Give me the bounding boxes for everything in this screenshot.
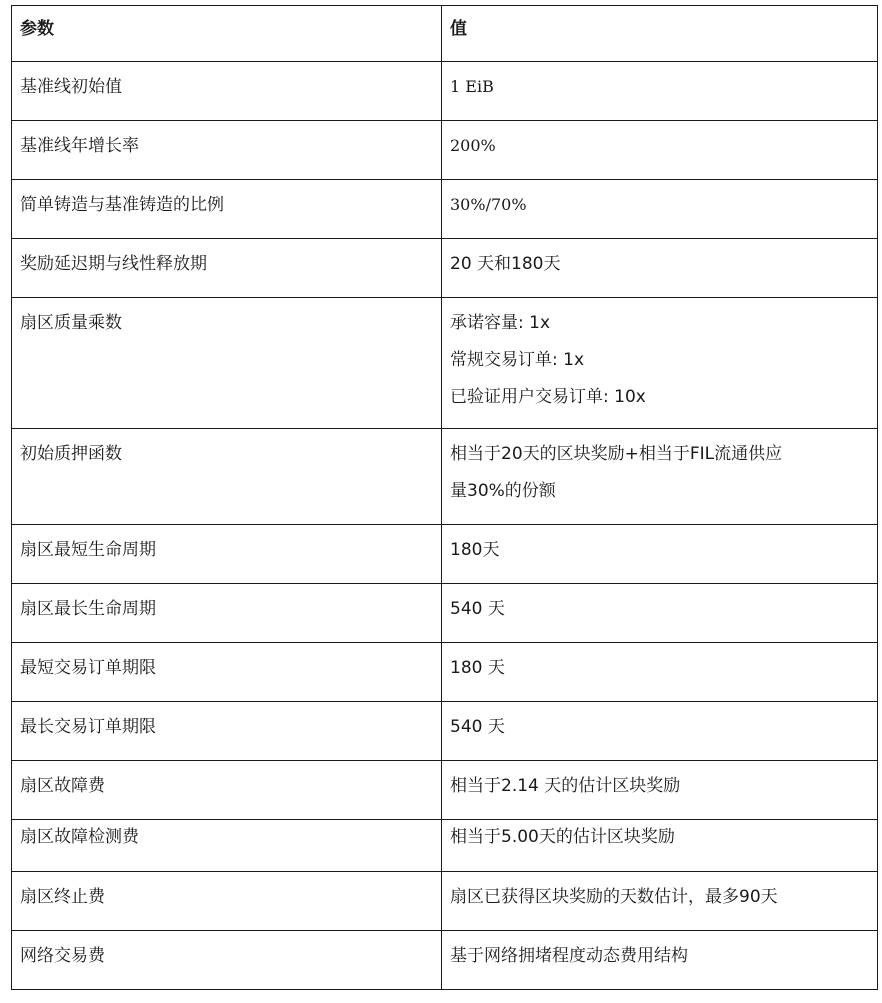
param-cell: 扇区终止费 [12,872,442,931]
param-cell: 网络交易费 [12,931,442,990]
table-row [12,239,878,298]
value-cell [442,643,878,702]
value-line: 相当于20天的区块奖励+相当于FIL流通供应 [450,444,783,464]
value-line: 承诺容量: 1x [450,313,551,333]
table-row [12,872,878,931]
param-cell: 奖励延迟期与线性释放期 [12,239,442,298]
param-cell: 最长交易订单期限 [12,702,442,761]
table-row [12,429,878,525]
value-cell [442,931,878,990]
value-line: 20 天和180天 [450,254,561,274]
value-cell [442,121,878,180]
table-row [12,525,878,584]
param-cell: 扇区故障检测费 [12,820,442,872]
param-cell: 基准线初始值 [12,62,442,121]
value-line: 扇区已获得区块奖励的天数估计，最多90天 [450,887,778,907]
header-param: 参数 [12,6,442,62]
value-line: 30%/70% [450,195,527,214]
table-row [12,643,878,702]
value-line: 相当于5.00天的估计区块奖励 [450,827,675,847]
value-line: 200% [450,136,496,155]
table-row [12,121,878,180]
value-cell [442,298,878,429]
value-line: 180 天 [450,658,505,678]
value-line: 常规交易订单: 1x [450,350,585,370]
param-cell: 初始质押函数 [12,429,442,525]
table-header-row [12,6,878,62]
value-cell [442,62,878,121]
value-line: 已验证用户交易订单: 10x [450,387,646,407]
value-cell [442,702,878,761]
param-cell: 扇区质量乘数 [12,298,442,429]
value-cell [442,429,878,525]
value-cell [442,584,878,643]
value-line: 量30%的份额 [450,481,556,501]
value-cell [442,872,878,931]
value-cell [442,820,878,872]
table-row [12,180,878,239]
param-cell: 扇区故障费 [12,761,442,820]
param-cell: 扇区最短生命周期 [12,525,442,584]
parameters-table [11,5,878,990]
table-row [12,62,878,121]
param-cell: 简单铸造与基准铸造的比例 [12,180,442,239]
table-row [12,298,878,429]
value-line: 180天 [450,540,500,560]
value-line: 540 天 [450,717,505,737]
table-row [12,931,878,990]
value-cell [442,180,878,239]
value-cell [442,761,878,820]
value-line: 540 天 [450,599,505,619]
param-cell: 最短交易订单期限 [12,643,442,702]
param-cell: 扇区最长生命周期 [12,584,442,643]
header-value: 值 [442,6,878,62]
value-cell [442,525,878,584]
table-row [12,820,878,872]
value-line: 基于网络拥堵程度动态费用结构 [450,946,688,966]
table-row [12,702,878,761]
table-row [12,761,878,820]
value-line: 1 EiB [450,77,494,96]
table-row [12,584,878,643]
param-cell: 基准线年增长率 [12,121,442,180]
value-line: 相当于2.14 天的估计区块奖励 [450,776,681,796]
value-cell [442,239,878,298]
